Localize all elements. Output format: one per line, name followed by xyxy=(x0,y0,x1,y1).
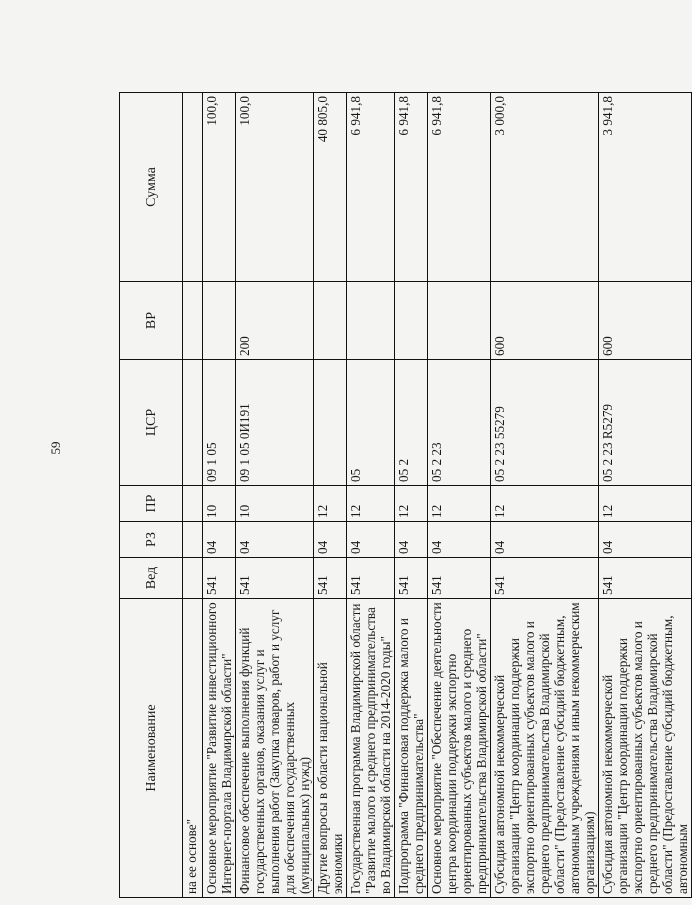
cell-vr xyxy=(428,282,491,360)
cell-name: на ее основе" xyxy=(183,599,203,898)
cell-ved xyxy=(183,558,203,599)
cell-sum: 100,0 xyxy=(203,93,236,282)
cell-pr: 10 xyxy=(203,486,236,522)
cell-ved: 541 xyxy=(428,558,491,599)
table-row xyxy=(236,93,314,898)
cell-csr: 05 2 23 xyxy=(428,360,491,486)
cell-sum: 6 941,8 xyxy=(395,93,428,282)
cell-vr xyxy=(203,282,236,360)
header-sum: Сумма xyxy=(120,93,183,282)
cell-pr: 12 xyxy=(599,486,692,522)
cell-sum: 6 941,8 xyxy=(347,93,395,282)
table-row xyxy=(395,93,428,898)
cell-pr: 12 xyxy=(314,486,347,522)
cell-rz: 04 xyxy=(314,522,347,558)
table-row xyxy=(347,93,395,898)
cell-rz: 04 xyxy=(203,522,236,558)
page-number: 59 xyxy=(48,441,63,455)
cell-ved: 541 xyxy=(203,558,236,599)
cell-name: Государственная программа Владимирской области "Развитие малого и среднего предпринимательства во Владимирской области на 2014-2020 годы" xyxy=(347,599,395,898)
cell-vr xyxy=(347,282,395,360)
cell-rz xyxy=(183,522,203,558)
cell-ved: 541 xyxy=(347,558,395,599)
header-vr: ВР xyxy=(120,282,183,360)
cell-rz: 04 xyxy=(347,522,395,558)
cell-ved: 541 xyxy=(491,558,599,599)
cell-ved: 541 xyxy=(599,558,692,599)
header-pr: ПР xyxy=(120,486,183,522)
cell-csr: 05 2 23 R5279 xyxy=(599,360,692,486)
cell-sum: 100,0 xyxy=(236,93,314,282)
header-ved: Вед xyxy=(120,558,183,599)
cell-vr xyxy=(183,282,203,360)
cell-name: Подпрограмма "Финансовая поддержка малого и среднего предпринимательства" xyxy=(395,599,428,898)
header-rz: РЗ xyxy=(120,522,183,558)
cell-vr: 600 xyxy=(491,282,599,360)
cell-rz: 04 xyxy=(428,522,491,558)
cell-csr: 09 1 05 0И191 xyxy=(236,360,314,486)
cell-name: Субсидия автономной некоммерческой организации "Центр координации поддержки экспортно ориентированных субъектов малого и среднего предпринимательства Владимирской области" (Предоставление субсидий бюджетным, автономным xyxy=(599,599,692,898)
cell-vr: 600 xyxy=(599,282,692,360)
cell-ved: 541 xyxy=(395,558,428,599)
cell-name: Другие вопросы в области национальной экономики xyxy=(314,599,347,898)
table-row xyxy=(428,93,491,898)
cell-sum: 3 000,0 xyxy=(491,93,599,282)
cell-csr xyxy=(314,360,347,486)
table-row xyxy=(314,93,347,898)
cell-sum: 40 805,0 xyxy=(314,93,347,282)
cell-name: Основное мероприятие "Развитие инвестиционного Интернет-портала Владимирской области" xyxy=(203,599,236,898)
cell-sum: 6 941,8 xyxy=(428,93,491,282)
cell-pr: 12 xyxy=(347,486,395,522)
cell-rz: 04 xyxy=(395,522,428,558)
cell-pr: 12 xyxy=(491,486,599,522)
cell-csr: 09 1 05 xyxy=(203,360,236,486)
cell-rz: 04 xyxy=(599,522,692,558)
cell-csr: 05 xyxy=(347,360,395,486)
cell-csr xyxy=(183,360,203,486)
table-row xyxy=(183,93,203,898)
cell-csr: 05 2 23 55279 xyxy=(491,360,599,486)
header-csr: ЦСР xyxy=(120,360,183,486)
budget-table xyxy=(119,92,692,898)
cell-sum xyxy=(183,93,203,282)
cell-pr: 10 xyxy=(236,486,314,522)
cell-vr xyxy=(314,282,347,360)
cell-rz: 04 xyxy=(491,522,599,558)
cell-rz: 04 xyxy=(236,522,314,558)
header-name: Наименование xyxy=(120,599,183,898)
cell-name: Финансовое обеспечение выполнения функций государственных органов, оказания услуг и выполнения работ (Закупка товаров, работ и услуг для обеспечения государственных (муниципальных) нужд) xyxy=(236,599,314,898)
cell-vr xyxy=(395,282,428,360)
cell-pr xyxy=(183,486,203,522)
cell-pr: 12 xyxy=(395,486,428,522)
table-row xyxy=(599,93,692,898)
cell-name: Субсидия автономной некоммерческой организации "Центр координации поддержки экспортно ориентированных субъектов малого и среднего предпринимательства Владимирской области" (Предоставление субсидий бюджетным, автономным учреждениям и иным некоммерческим организациям) xyxy=(491,599,599,898)
table-row xyxy=(203,93,236,898)
cell-vr: 200 xyxy=(236,282,314,360)
rotated-page xyxy=(119,93,690,898)
cell-ved: 541 xyxy=(314,558,347,599)
table-row xyxy=(491,93,599,898)
cell-pr: 12 xyxy=(428,486,491,522)
cell-csr: 05 2 xyxy=(395,360,428,486)
cell-ved: 541 xyxy=(236,558,314,599)
header-row xyxy=(120,93,183,898)
cell-name: Основное мероприятие "Обеспечение деятельности центра координации поддержки экспортно ориентированных субъектов малого и среднего предпринимательства Владимирской области" xyxy=(428,599,491,898)
cell-sum: 3 941,8 xyxy=(599,93,692,282)
